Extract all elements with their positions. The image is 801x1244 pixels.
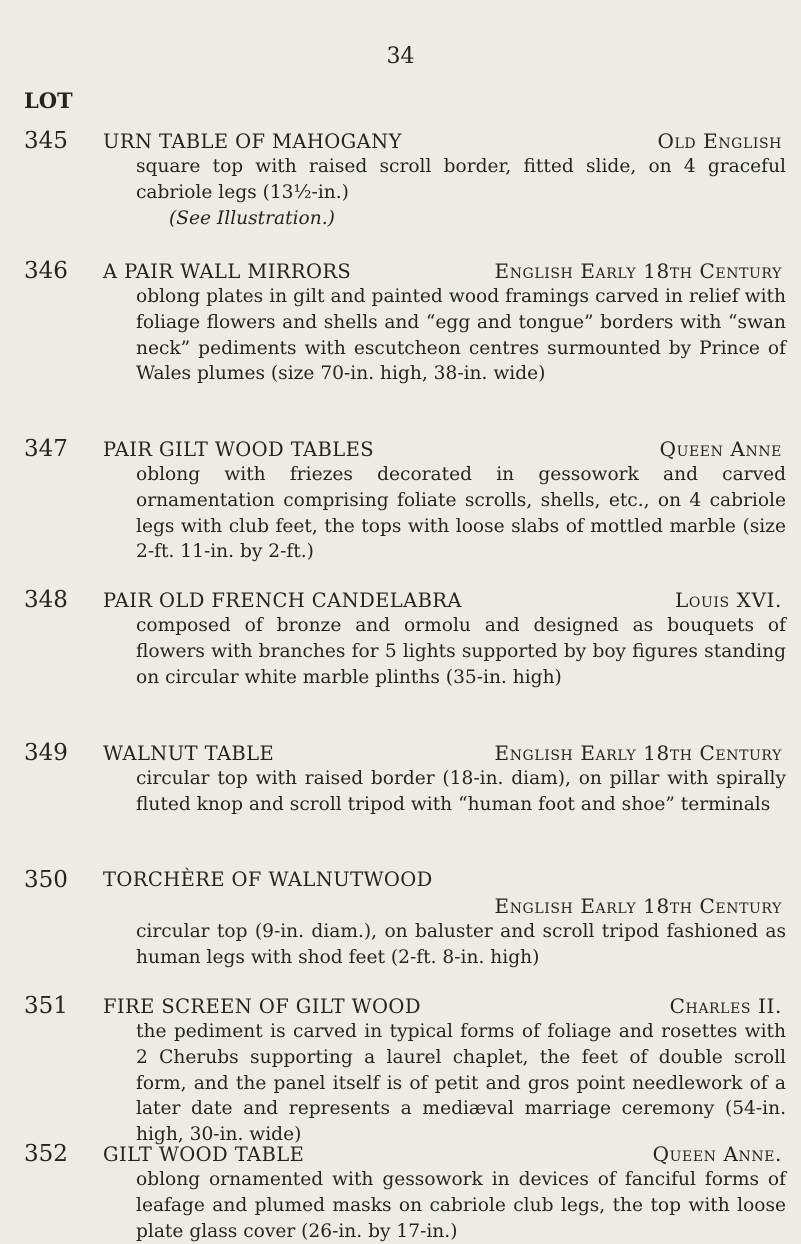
lot-title: TORCHÈRE OF WALNUTWOOD	[103, 868, 433, 891]
lot-title-line	[103, 867, 782, 893]
lot-title: WALNUT TABLE	[103, 742, 275, 765]
lot-column-header: LOT	[24, 88, 73, 113]
lot-attribution: Old English	[657, 129, 782, 153]
lot-number: 345	[24, 128, 68, 154]
lot-number: 346	[24, 258, 68, 284]
lot-attribution: Queen Anne.	[652, 1142, 782, 1166]
lot-attribution: Queen Anne	[659, 437, 782, 461]
lot-title-line	[103, 740, 782, 766]
lot-number: 349	[24, 740, 68, 766]
lot-entry-346	[24, 258, 784, 418]
lot-entry-347	[24, 436, 784, 576]
lot-title-line	[103, 993, 782, 1019]
lot-attribution: English Early 18th Century	[494, 259, 782, 283]
lot-title-line	[103, 128, 782, 154]
lot-entry-349	[24, 740, 784, 850]
lot-title-line	[103, 1141, 782, 1167]
lot-number: 352	[24, 1141, 68, 1167]
lot-entry-345	[24, 128, 784, 238]
lot-description: oblong with friezes decorated in gessowork and carved ornamentation comprising foliate scrolls, shells, etc., on 4 cabriole legs with club feet, the tops with loose slabs of mottled marble (size 2-ft. 11-in. by 2-ft.)	[136, 464, 786, 563]
lot-description: circular top (9-in. diam.), on baluster and scroll tripod fashioned as human legs with shod feet (2-ft. 8-in. high)	[136, 921, 786, 968]
lot-description: oblong plates in gilt and painted wood framings carved in relief with foliage flowers and shells and “egg and tongue” borders with “swan neck” pediments with escutcheon centres surmounted by Prince of Wales plumes (size 70-in. high, 38-in. wide)	[136, 286, 786, 385]
lot-title-line	[103, 436, 782, 462]
lot-entry-348	[24, 587, 784, 717]
illustration-note: (See Illustration.)	[169, 208, 335, 229]
lot-title: GILT WOOD TABLE	[103, 1143, 305, 1166]
lot-number: 350	[24, 867, 68, 893]
lot-description: composed of bronze and ormolu and designed as bouquets of flowers with branches for 5 lights supported by boy figures standing on circular white marble plinths (35-in. high)	[136, 615, 786, 688]
lot-entry-351	[24, 993, 784, 1153]
lot-title-line	[103, 258, 782, 284]
lot-number: 347	[24, 436, 68, 462]
page-number: 34	[386, 44, 415, 69]
lot-attribution: English Early 18th Century	[494, 741, 782, 765]
lot-title-line	[103, 587, 782, 613]
lot-number: 351	[24, 993, 68, 1019]
lot-entry-352	[24, 1141, 786, 1242]
lot-attribution: Louis XVI.	[675, 588, 782, 612]
lot-description: square top with raised scroll border, fitted slide, on 4 graceful cabriole legs (13½-in.)	[136, 156, 786, 203]
lot-title: PAIR GILT WOOD TABLES	[103, 438, 374, 461]
lot-number: 348	[24, 587, 68, 613]
lot-title: FIRE SCREEN OF GILT WOOD	[103, 995, 421, 1018]
lot-title: URN TABLE OF MAHOGANY	[103, 130, 402, 153]
lot-entry-350	[24, 867, 784, 977]
lot-description: the pediment is carved in typical forms of foliage and rosettes with 2 Cherubs supporting a laurel chaplet, the feet of double scroll form, and the panel itself is of petit and gros point needlework of a later date and represents a mediæval marriage ceremony (54-in. high, 30-in. wide)	[136, 1021, 786, 1146]
lot-title: PAIR OLD FRENCH CANDELABRA	[103, 589, 462, 612]
lot-description: circular top with raised border (18-in. diam), on pillar with spirally fluted knop and scroll tripod with “human foot and shoe” terminals	[136, 768, 786, 815]
lot-title: A PAIR WALL MIRRORS	[103, 260, 352, 283]
lot-attribution: Charles II.	[669, 994, 782, 1018]
lot-description: oblong ornamented with gessowork in devices of fanciful forms of leafage and plumed masks on cabriole club legs, the top with loose plate glass cover (26-in. by 17-in.)	[136, 1169, 786, 1242]
lot-attribution: English Early 18th Century	[494, 894, 782, 918]
